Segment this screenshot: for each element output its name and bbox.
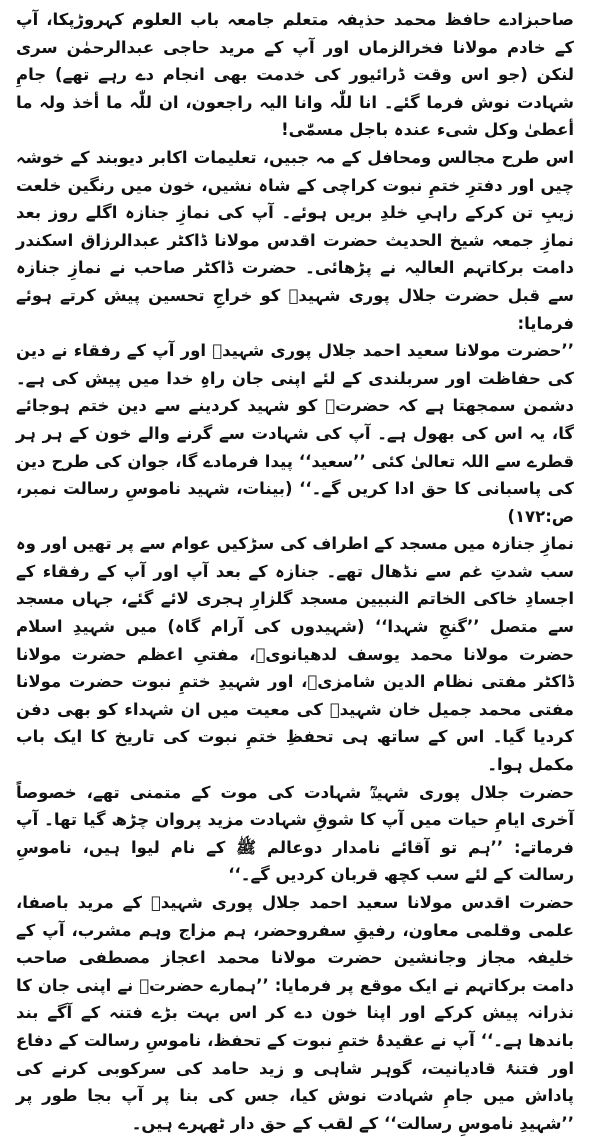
paragraph-funeral-prayer: اس طرح مجالس ومحافل کے مہ جبیں، تعلیمات اکابر دیوبند کے خوشہ چیں اور دفترِ ختمِ نبوت کراچی کے شاہ نشیں، خون میں رنگین خلعت زیبِ تن کرکے راہیِ خلدِ بریں ہوئے۔ آپ کی نمازِ جنازہ اگلے روز بعد نمازِ جمعہ شیخ الحدیث حضرت اقدس مولانا ڈاکٹر عبدالرزاق اسکندر دامت برکاتہم العالیہ نے پڑھائی۔ حضرت ڈاکٹر صاحب نے نمازِ جنازہ سے قبل حضرت جلال پوری شہیدؒ کو خراجِ تحسین پیش کرتے ہوئے فرمایا: (16, 147, 574, 333)
paragraph-burial: نمازِ جنازہ میں مسجد کے اطراف کی سڑکیں عوام سے پر تھیں اور وہ سب شدتِ غم سے نڈھال تھے۔ جنازہ کے بعد آپ اور آپ کے رفقاء کے اجسادِ خاکی الخاتم النبیین مسجد گلزارِ ہجری لائے گئے، جہاں مسجد سے متصل ’’گنجِ شہدا‘‘ (شہیدوں کی آرام گاہ) میں شہیدِ اسلام حضرت مولانا محمد یوسف لدھیانویؒ، مفتیِ اعظم حضرت مولانا ڈاکٹر مفتی نظام الدین شامزیؒ، اور شہیدِ ختمِ نبوت حضرت مولانا مفتی محمد جمیل خان شہیدؒ کی معیت میں ان شہداء کو بھی دفن کردیا گیا۔ اس کے ساتھ ہی تحفظِ ختمِ نبوت کی تاریخ کا ایک باب مکمل ہوا۔ (16, 534, 574, 775)
urdu-article-text (16, 6, 574, 1137)
paragraph-quote-tribute: ’’حضرت مولانا سعید احمد جلال پوری شہیدؒ اور آپ کے رفقاء نے دین کی حفاظت اور سربلندی کے لئے اپنی جان راہِ خدا میں پیش کی ہے۔ دشمن سمجھتا ہے کہ حضرتؒ کو شہید کردینے سے دین ختم ہوجائے گا، یہ اس کی بھول ہے۔ آپ کی شہادت سے گرنے والے خون کے ہر ہر قطرے سے اللہ تعالیٰ کئی ’’سعید‘‘ پیدا فرمادے گا، جوان کی طرح دین کی پاسبانی کا حق ادا کریں گے۔‘‘ (بینات، شہید ناموسِ رسالت نمبر، ص:۱۷۲) (16, 341, 574, 526)
paragraph-desire-for-martyrdom: حضرت جلال پوری شہیدؒ شہادت کی موت کے متمنی تھے، خصوصاً آخری ایامِ حیات میں آپ کا شوقِ شہادت مزید پروان چڑھ گیا تھا۔ آپ فرماتے: ’’ہم تو آقائے نامدار دوعالم ﷺ کے نام لیوا ہیں، ناموسِ رسالت کے لئے سب کچھ قربان کردیں گے۔‘‘ (16, 782, 574, 885)
paragraph-martyrdom-companions: صاحبزادے حافظ محمد حذیفہ متعلم جامعہ باب العلوم کہروڑپکا، آپ کے خادم مولانا فخرالزماں اور آپ کے مرید حاجی عبدالرحمٰن سری لنکن (جو اس وقت ڈرائیور کی خدمت بھی انجام دے رہے تھے) جامِ شہادت نوش فرما گئے۔ انا للّٰہ وانا الیہ راجعون، ان للّٰہ ما أخذ ولہ ما أعطیٰ وکل شیء عندہ باجل مسمّٰی! (16, 10, 574, 140)
paragraph-successor-statement: حضرت اقدس مولانا سعید احمد جلال پوری شہیدؒ کے مرید باصفا، علمی وقلمی معاون، رفیقِ سفروحضر، ہم مزاج وہم مشرب، آپ کے خلیفہ مجاز وجانشین حضرت مولانا محمد اعجاز مصطفی صاحب دامت برکاتہم نے ایک موقع پر فرمایا: ’’ہمارے حضرتؒ نے اپنی جان کا نذرانہ پیش کرکے اور اپنا خون دے کر اس بہت بڑے فتنہ کے آگے بند باندھا ہے۔‘‘ آپ نے عقیدۂ ختمِ نبوت کے تحفظ، ناموسِ رسالت کے دفاع اور فتنۂ قادیانیت، گوہر شاہی و زید حامد کی سرکوبی کرنے کی پاداش میں جامِ شہادت نوش کیا، جس کی بنا پر آپ بجا طور پر ’’شہیدِ ناموسِ رسالت‘‘ کے لقب کے حق دار ٹھہرے ہیں۔ (16, 893, 574, 1133)
